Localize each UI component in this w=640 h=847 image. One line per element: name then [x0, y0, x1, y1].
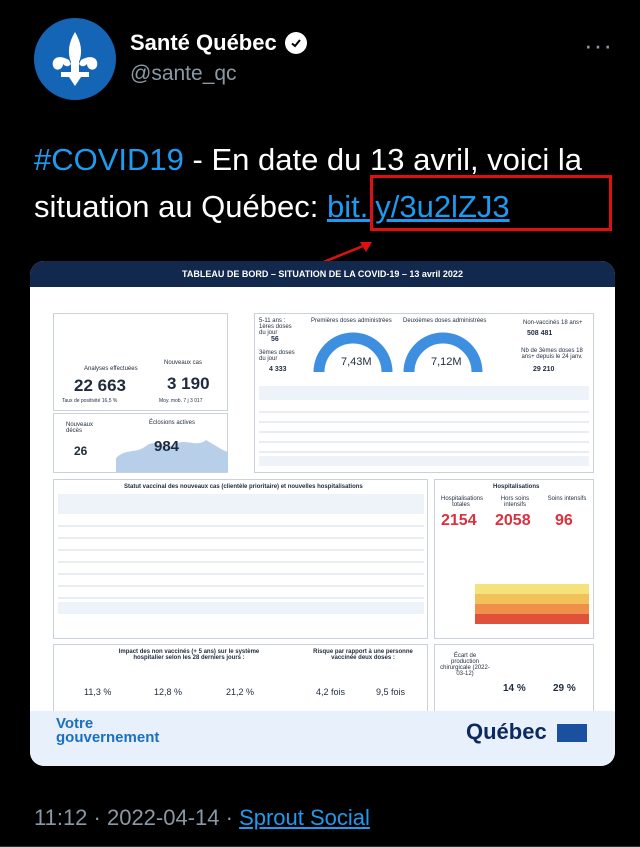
- statut-title: Statut vaccinal des nouveaux cas (clientèle prioritaire) et nouvelles hospitalisations: [124, 484, 363, 490]
- doses-5-11-value: 56: [271, 336, 279, 343]
- ecart-value-1: 14 %: [503, 683, 526, 694]
- soins-label: Soins intensifs: [547, 496, 587, 502]
- non-vaccines-label: Non-vaccinés 18 ans+: [523, 320, 583, 326]
- soins-value: 96: [555, 512, 573, 529]
- analyses-value: 22 663: [74, 376, 126, 395]
- nouveaux-cas-value: 3 190: [167, 374, 210, 393]
- non-vaccines-value: 508 481: [527, 330, 553, 337]
- risque-value-2: 9,5 fois: [376, 687, 406, 697]
- impact-value-1: 11,3 %: [84, 687, 112, 697]
- verified-badge-icon: [285, 32, 307, 54]
- risque-title: Risque par rapport à une personne vaccinée deux doses :: [313, 649, 413, 661]
- timestamp-text: 11:12 · 2022-04-14 ·: [34, 805, 240, 830]
- tweet-timestamp: [34, 805, 370, 831]
- fleur-de-lis-icon: [49, 30, 101, 88]
- avatar[interactable]: [34, 18, 116, 100]
- tweet-url-link[interactable]: bit.ly/3u2lZJ3: [326, 189, 510, 224]
- annotation-highlight-box: [370, 175, 612, 231]
- hashtag-link[interactable]: #COVID19: [34, 142, 184, 177]
- account-name[interactable]: Santé Québec: [130, 30, 277, 55]
- risque-value-1: 4,2 fois: [316, 687, 346, 697]
- dashboard-header: TABLEAU DE BORD – SITUATION DE LA COVID-19 – 13 avril 2022: [30, 261, 615, 287]
- taux-positivite: Taux de positivité 16,5 %: [62, 398, 118, 404]
- deuxiemes-label: Deuxièmes doses administrées: [403, 318, 487, 324]
- premieres-gauge: [313, 328, 393, 376]
- hors-soins-value: 2058: [495, 512, 531, 529]
- impact-value-2: 12,8 %: [154, 687, 183, 697]
- nouveaux-deces-value: 26: [74, 444, 88, 458]
- hospitalisation-levels: [475, 584, 589, 636]
- vaccination-panel: [254, 313, 594, 473]
- hosp-totales-value: 2154: [441, 512, 477, 529]
- source-link[interactable]: Sprout Social: [239, 805, 370, 830]
- quebec-logo-text: Québec: [466, 719, 547, 744]
- surgery-panel: [434, 644, 594, 712]
- gov-line-2: gouvernement: [56, 729, 160, 746]
- troisiemes-value: 29 210: [533, 366, 555, 373]
- hosp-title: Hospitalisations: [493, 484, 540, 490]
- deaths-outbreaks-panel: [53, 413, 228, 473]
- account-handle[interactable]: @sante_qc: [130, 62, 237, 85]
- doses-by-age-table: [259, 386, 589, 468]
- quebec-logo: [466, 719, 587, 745]
- gouvernement-logo: [56, 717, 159, 745]
- hospitalisations-panel: [434, 479, 594, 639]
- cases-panel: [53, 313, 228, 411]
- deuxiemes-gauge: [403, 328, 483, 376]
- impact-value-3: 21,2 %: [226, 687, 255, 697]
- moy-mob: Moy. mob. 7 j 3 017: [159, 398, 203, 404]
- status-table-panel: [53, 479, 428, 639]
- quebec-flag-icon: [557, 724, 587, 742]
- nouveaux-deces-label: Nouveaux décès: [66, 422, 94, 434]
- eclosions-label: Éclosions actives: [149, 420, 196, 426]
- eclosions-value: 984: [154, 438, 180, 455]
- dashboard-footer: [30, 711, 615, 766]
- gov-line-1: Votre: [56, 715, 94, 732]
- account-name-row[interactable]: [130, 30, 307, 56]
- hosp-totales-label: Hospitalisations totales: [441, 496, 484, 508]
- impact-title: Impact des non vaccinés (+ 5 ans) sur le système hospitalier selon les 28 derniers jours :: [118, 649, 260, 661]
- deuxiemes-value: 7,12M: [431, 356, 462, 368]
- analyses-label: Analyses effectuées: [84, 366, 138, 372]
- doses-3-value: 4 333: [269, 366, 287, 373]
- ecart-value-2: 29 %: [553, 683, 576, 694]
- ecart-label: Écart de production chirurgicale (2022-03-12): [440, 653, 490, 677]
- status-table: [58, 494, 424, 634]
- impact-panel: [53, 644, 428, 712]
- premieres-value: 7,43M: [341, 356, 372, 368]
- troisiemes-label: Nb de 3èmes doses 18 ans+ depuis le 24 janv.: [521, 348, 583, 360]
- premieres-label: Premières doses administrées: [311, 318, 392, 324]
- tweet-body: - En date du 13 avril, voici la situation au Québec:: [34, 142, 582, 224]
- doses-3-label: 3èmes doses du jour: [259, 350, 295, 362]
- doses-5-11-label: 5-11 ans : 1ères doses du jour: [259, 318, 292, 336]
- more-options-icon[interactable]: ···: [584, 30, 613, 60]
- dashboard-image[interactable]: [30, 261, 615, 766]
- nouveaux-cas-label: Nouveaux cas: [164, 360, 203, 366]
- hors-soins-label: Hors soins intensifs: [500, 496, 530, 508]
